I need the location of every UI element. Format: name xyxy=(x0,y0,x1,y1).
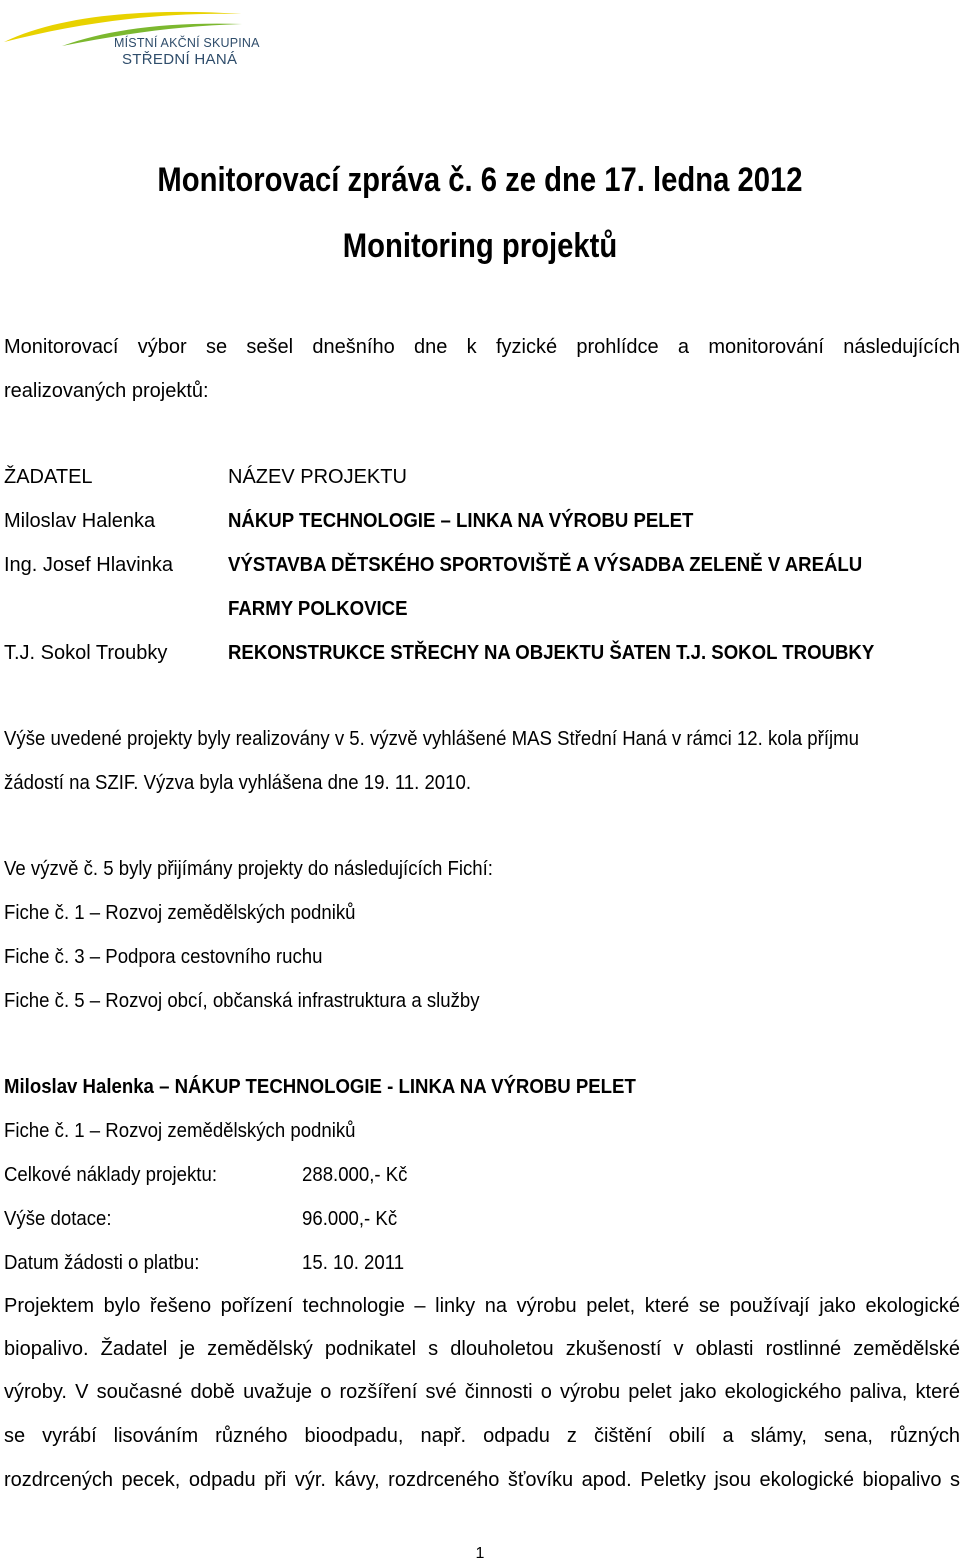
call-info-line-1: Výše uvedené projekty byly realizovány v 5. výzvě vyhlášené MAS Střední Haná v rámci 12. kola příjmu xyxy=(4,728,859,750)
description-line: výroby. V současné době uvažuje o rozšíření své činnosti o výrobu pelet jako ekologického paliva, které xyxy=(4,1381,960,1403)
logo-line2: STŘEDNÍ HANÁ xyxy=(122,51,238,68)
table-header-applicant: ŽADATEL xyxy=(4,466,93,488)
page-number: 1 xyxy=(475,1545,485,1562)
table-row-project-cont: FARMY POLKOVICE xyxy=(228,598,408,620)
logo-line1: MÍSTNÍ AKČNÍ SKUPINA xyxy=(114,36,260,50)
subsidy-value: 96.000,- Kč xyxy=(302,1208,398,1230)
costs-label: Celkové náklady projektu: xyxy=(4,1164,217,1186)
fiches-intro: Ve výzvě č. 5 byly přijímány projekty do následujících Fichí: xyxy=(4,858,493,880)
table-header-project: NÁZEV PROJEKTU xyxy=(228,466,407,488)
description-line: rozdrcených pecek, odpadu při výr. kávy, rozdrceného šťovíku apod. Peletky jsou ekologické biopalivo s xyxy=(4,1469,960,1491)
intro-line-2: realizovaných projektů: xyxy=(4,380,209,402)
table-row-applicant: T.J. Sokol Troubky xyxy=(4,642,168,664)
intro-line-1: Monitorovací výbor se sešel dnešního dne k fyzické prohlídce a monitorování následujících xyxy=(4,336,960,358)
payment-date-value: 15. 10. 2011 xyxy=(302,1252,405,1274)
table-row-project: VÝSTAVBA DĚTSKÉHO SPORTOVIŠTĚ A VÝSADBA ZELENĚ V AREÁLU xyxy=(228,554,863,576)
fiche-item: Fiche č. 1 – Rozvoj zemědělských podniků xyxy=(4,902,356,924)
call-info-line-2: žádostí na SZIF. Výzva byla vyhlášena dne 19. 11. 2010. xyxy=(4,772,472,794)
table-row-applicant: Ing. Josef Hlavinka xyxy=(4,554,173,576)
project-detail-heading: Miloslav Halenka – NÁKUP TECHNOLOGIE - LINKA NA VÝROBU PELET xyxy=(4,1076,636,1098)
description-line: Projektem bylo řešeno pořízení technologie – linky na výrobu pelet, které se používají jako ekologické xyxy=(4,1295,960,1317)
document-title: Monitorovací zpráva č. 6 ze dne 17. ledna 2012 xyxy=(157,161,803,199)
mas-logo xyxy=(2,6,260,70)
fiche-item: Fiche č. 3 – Podpora cestovního ruchu xyxy=(4,946,323,968)
project-detail-fiche: Fiche č. 1 – Rozvoj zemědělských podniků xyxy=(4,1120,356,1142)
table-row-project: NÁKUP TECHNOLOGIE – LINKA NA VÝROBU PELET xyxy=(228,510,694,532)
description-line: biopalivo. Žadatel je zemědělský podnikatel s dlouholetou zkušeností v oblasti rostlinné zemědělské xyxy=(4,1338,960,1360)
subsidy-label: Výše dotace: xyxy=(4,1208,112,1230)
table-row-applicant: Miloslav Halenka xyxy=(4,510,156,532)
description-line: se vyrábí lisováním různého bioodpadu, např. odpadu z čištění obilí a slámy, sena, různých xyxy=(4,1425,960,1447)
fiche-item: Fiche č. 5 – Rozvoj obcí, občanská infrastruktura a služby xyxy=(4,990,480,1012)
document-subtitle: Monitoring projektů xyxy=(342,227,618,265)
payment-date-label: Datum žádosti o platbu: xyxy=(4,1252,200,1274)
table-row-project: REKONSTRUKCE STŘECHY NA OBJEKTU ŠATEN T.J. SOKOL TROUBKY xyxy=(228,642,875,664)
costs-value: 288.000,- Kč xyxy=(302,1164,408,1186)
